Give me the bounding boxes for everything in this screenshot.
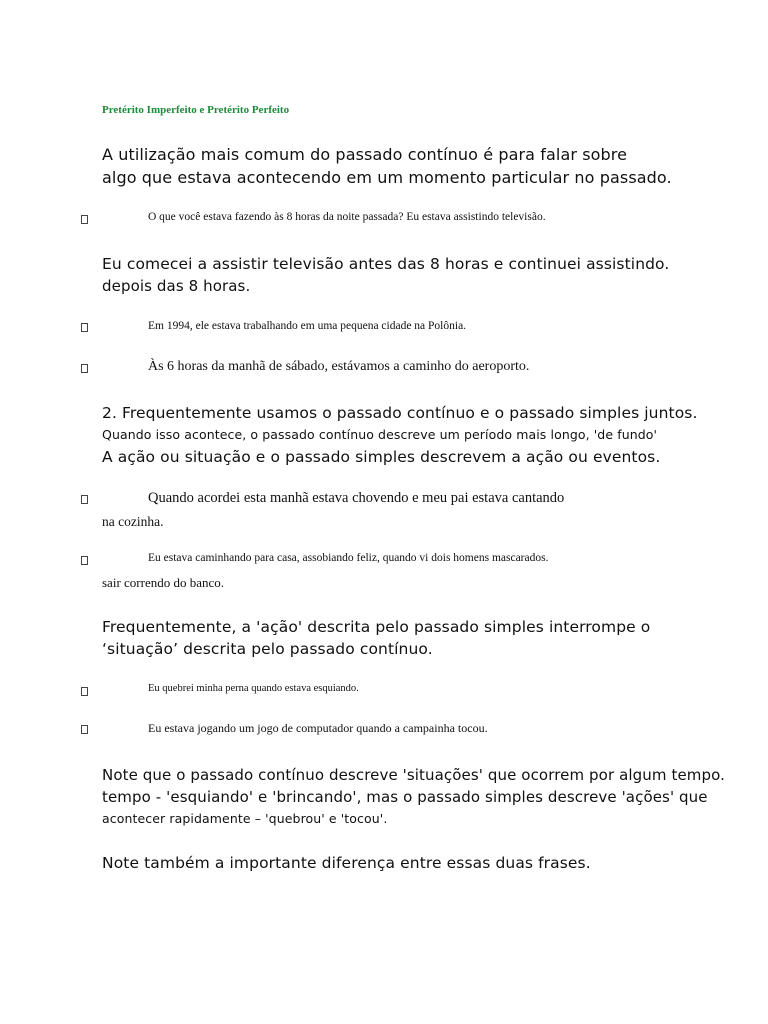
page-title: Pretérito Imperfeito e Pretérito Perfeito	[102, 104, 290, 116]
intro-line-1: A utilização mais comum do passado contínuo é para falar sobre	[102, 145, 628, 164]
explanation-2-line-2: ‘situação’ descrita pelo passado contínuo.	[102, 640, 433, 658]
bullet-icon	[81, 495, 88, 504]
example-6: Eu quebrei minha perna quando estava esquiando.	[148, 683, 359, 694]
bullet-icon	[81, 687, 88, 696]
note-1-line-2: tempo - 'esquiando' e 'brincando', mas o passado simples descreve 'ações' que	[102, 788, 708, 806]
bullet-icon	[81, 215, 88, 224]
section-2-line-3: A ação ou situação e o passado simples descrevem a ação ou eventos.	[102, 448, 661, 466]
example-4-line-1: Quando acordei esta manhã estava chovendo e meu pai estava cantando	[148, 490, 565, 506]
example-3: Às 6 horas da manhã de sábado, estávamos a caminho do aeroporto.	[148, 359, 530, 374]
explanation-1-line-2: depois das 8 horas.	[102, 277, 251, 295]
example-1: O que você estava fazendo às 8 horas da noite passada? Eu estava assistindo televisão.	[148, 211, 546, 223]
example-5-line-2: sair correndo do banco.	[102, 575, 225, 590]
bullet-icon	[81, 323, 88, 332]
example-5-line-1: Eu estava caminhando para casa, assobiando feliz, quando vi dois homens mascarados.	[148, 552, 549, 564]
bullet-icon	[81, 725, 88, 734]
note-2: Note também a importante diferença entre essas duas frases.	[102, 854, 591, 872]
example-2: Em 1994, ele estava trabalhando em uma pequena cidade na Polônia.	[148, 320, 467, 332]
explanation-2-line-1: Frequentemente, a 'ação' descrita pelo passado simples interrompe o	[102, 618, 651, 636]
explanation-1-line-1: Eu comecei a assistir televisão antes das 8 horas e continuei assistindo.	[102, 255, 670, 273]
intro-line-2: algo que estava acontecendo em um momento particular no passado.	[102, 168, 672, 187]
bullet-icon	[81, 364, 88, 373]
note-1-line-3: acontecer rapidamente – 'quebrou' e 'tocou'.	[102, 811, 388, 826]
section-2-line-1: 2. Frequentemente usamos o passado contínuo e o passado simples juntos.	[102, 404, 698, 422]
bullet-icon	[81, 556, 88, 565]
example-7: Eu estava jogando um jogo de computador quando a campainha tocou.	[148, 721, 488, 735]
example-4-line-2: na cozinha.	[102, 514, 164, 529]
note-1-line-1: Note que o passado contínuo descreve 'situações' que ocorrem por algum tempo.	[102, 766, 725, 784]
section-2-line-2: Quando isso acontece, o passado contínuo descreve um período mais longo, 'de fundo'	[102, 427, 658, 442]
